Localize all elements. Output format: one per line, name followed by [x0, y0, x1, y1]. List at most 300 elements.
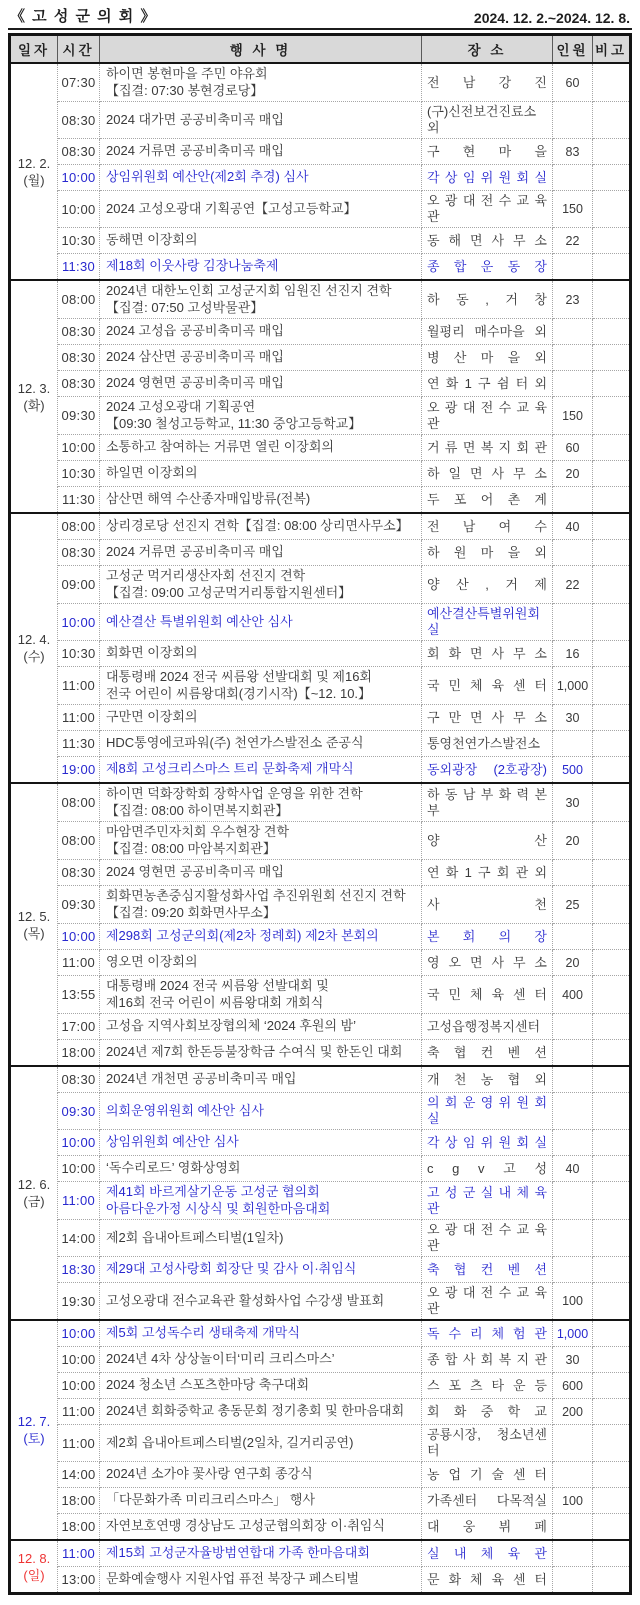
place-cell: 공룡시장, 청소년센터: [422, 1425, 553, 1462]
count-cell: [553, 1257, 593, 1283]
schedule-row: [10, 165, 631, 191]
schedule-row: [10, 461, 631, 487]
count-cell: [553, 1220, 593, 1257]
place-cell: 회 화 면 사 무 소: [422, 641, 553, 667]
event-cell: 회화면농촌중심지활성화사업 추진위원회 선진지 견학 【집결: 09:20 회화면사무소】: [100, 886, 422, 924]
schedule-row: [10, 604, 631, 641]
note-cell: [593, 63, 631, 102]
time-cell: 10:00: [58, 191, 100, 228]
schedule-row: [10, 397, 631, 435]
note-cell: [593, 461, 631, 487]
place-cell: 실 내 체 육 관: [422, 1540, 553, 1567]
note-cell: [593, 1283, 631, 1321]
place-cell: 국 민 체 육 센 터: [422, 976, 553, 1014]
note-cell: [593, 1347, 631, 1373]
time-cell: 08:00: [58, 513, 100, 540]
schedule-row: [10, 731, 631, 757]
event-cell: 상임위원회 예산안(제2회 추경) 심사: [100, 165, 422, 191]
note-cell: [593, 604, 631, 641]
event-cell: 대통령배 2024 전국 씨름왕 선발대회 및 제16회 전국 어린이 씨름왕대회 개회식: [100, 976, 422, 1014]
event-cell: 의회운영위원회 예산안 심사: [100, 1093, 422, 1130]
event-cell: 예산결산 특별위원회 예산안 심사: [100, 604, 422, 641]
table-header-row: [10, 35, 631, 64]
event-cell: 대통령배 2024 전국 씨름왕 선발대회 및 제16회 전국 어린이 씨름왕대회(경기시작)【~12. 10.】: [100, 667, 422, 705]
schedule-body: [10, 63, 631, 1594]
schedule-row: [10, 1425, 631, 1462]
schedule-row: [10, 783, 631, 822]
event-cell: 2024년 개천면 공공비축미곡 매입: [100, 1066, 422, 1093]
schedule-row: [10, 345, 631, 371]
event-cell: 2024 거류면 공공비축미곡 매입: [100, 540, 422, 566]
note-cell: [593, 540, 631, 566]
count-cell: 25: [553, 886, 593, 924]
time-cell: 11:30: [58, 254, 100, 281]
note-cell: [593, 280, 631, 319]
time-cell: 19:00: [58, 757, 100, 784]
note-cell: [593, 886, 631, 924]
note-cell: [593, 1567, 631, 1594]
schedule-row: [10, 705, 631, 731]
note-cell: [593, 1093, 631, 1130]
time-cell: 10:30: [58, 641, 100, 667]
place-cell: 동외광장 (2호광장): [422, 757, 553, 784]
count-cell: 20: [553, 950, 593, 976]
schedule-row: [10, 1040, 631, 1067]
note-cell: [593, 1488, 631, 1514]
date-range: 2024. 12. 2.~2024. 12. 8.: [473, 10, 630, 26]
count-cell: 22: [553, 228, 593, 254]
schedule-row: [10, 319, 631, 345]
schedule-row: [10, 860, 631, 886]
place-cell: 오 광 대 전 수 교 육 관: [422, 1220, 553, 1257]
event-cell: 2024년 대한노인회 고성군지회 임원진 선진지 견학 【집결: 07:50 고성박물관】: [100, 280, 422, 319]
time-cell: 08:30: [58, 139, 100, 165]
event-cell: 제2회 읍내아트페스티벌(1일차): [100, 1220, 422, 1257]
event-cell: 고성읍 지역사회보장협의체 ‘2024 후원의 밤’: [100, 1014, 422, 1040]
place-cell: 양 산: [422, 822, 553, 860]
note-cell: [593, 822, 631, 860]
time-cell: 08:30: [58, 1066, 100, 1093]
time-cell: 19:30: [58, 1283, 100, 1321]
time-cell: 10:00: [58, 604, 100, 641]
count-cell: 150: [553, 397, 593, 435]
event-cell: 마암면주민자치회 우수현장 견학 【집결: 08:00 마암복지회관】: [100, 822, 422, 860]
place-cell: 개 천 농 협 외: [422, 1066, 553, 1093]
date-cell: 12. 6. (금): [10, 1066, 58, 1320]
count-cell: [553, 731, 593, 757]
count-cell: 100: [553, 1488, 593, 1514]
note-cell: [593, 1373, 631, 1399]
schedule-row: [10, 1514, 631, 1541]
note-cell: [593, 1066, 631, 1093]
time-cell: 10:00: [58, 924, 100, 950]
place-cell: 가족센터 다목적실: [422, 1488, 553, 1514]
count-cell: 60: [553, 435, 593, 461]
time-cell: 08:00: [58, 280, 100, 319]
time-cell: 08:30: [58, 540, 100, 566]
event-cell: 상리경로당 선진지 견학【집결: 08:00 상리면사무소】: [100, 513, 422, 540]
time-cell: 10:00: [58, 435, 100, 461]
event-cell: 2024 거류면 공공비축미곡 매입: [100, 139, 422, 165]
count-cell: [553, 1182, 593, 1220]
count-cell: 60: [553, 63, 593, 102]
count-cell: [553, 1540, 593, 1567]
time-cell: 18:00: [58, 1488, 100, 1514]
date-cell: 12. 5. (목): [10, 783, 58, 1066]
event-cell: 회화면 이장회의: [100, 641, 422, 667]
schedule-row: [10, 1182, 631, 1220]
event-cell: 하이면 덕화장학회 장학사업 운영을 위한 견학 【집결: 08:00 하이면복지회관】: [100, 783, 422, 822]
count-cell: 20: [553, 822, 593, 860]
event-cell: 삼산면 해역 수산종자매입방류(전복): [100, 487, 422, 514]
schedule-row: [10, 1373, 631, 1399]
date-cell: 12. 7. (토): [10, 1320, 58, 1540]
time-cell: 08:30: [58, 345, 100, 371]
note-cell: [593, 1540, 631, 1567]
event-cell: 제18회 이웃사랑 김장나눔축제: [100, 254, 422, 281]
time-cell: 08:00: [58, 822, 100, 860]
count-cell: [553, 1040, 593, 1067]
place-cell: 각 상 임 위 원 회 실: [422, 165, 553, 191]
count-cell: 23: [553, 280, 593, 319]
date-cell: 12. 2. (월): [10, 63, 58, 280]
schedule-row: [10, 1320, 631, 1347]
place-cell: 하 동 남 부 화 력 본 부: [422, 783, 553, 822]
place-cell: 영 오 면 사 무 소: [422, 950, 553, 976]
place-cell: (구)신전보건진료소 외: [422, 102, 553, 139]
note-cell: [593, 705, 631, 731]
note-cell: [593, 1156, 631, 1182]
count-cell: [553, 102, 593, 139]
count-cell: 16: [553, 641, 593, 667]
place-cell: 오 광 대 전 수 교 육 관: [422, 397, 553, 435]
place-cell: 각 상 임 위 원 회 실: [422, 1130, 553, 1156]
event-cell: 2024 청소년 스포츠한마당 축구대회: [100, 1373, 422, 1399]
time-cell: 10:00: [58, 1373, 100, 1399]
event-cell: 2024 영현면 공공비축미곡 매입: [100, 860, 422, 886]
schedule-row: [10, 1488, 631, 1514]
note-cell: [593, 783, 631, 822]
time-cell: 11:00: [58, 705, 100, 731]
event-cell: 제298회 고성군의회(제2차 정례회) 제2차 본회의: [100, 924, 422, 950]
event-cell: 2024년 제7회 한돈등불장학금 수여식 및 한돈인 대회: [100, 1040, 422, 1067]
place-cell: 구 현 마 을: [422, 139, 553, 165]
count-cell: 22: [553, 566, 593, 604]
time-cell: 13:55: [58, 976, 100, 1014]
time-cell: 11:00: [58, 1182, 100, 1220]
event-cell: 2024 고성오광대 기획공연【고성고등학교】: [100, 191, 422, 228]
time-cell: 10:00: [58, 1320, 100, 1347]
title-bar: [8, 4, 632, 30]
note-cell: [593, 1514, 631, 1541]
time-cell: 11:00: [58, 1399, 100, 1425]
event-cell: 2024년 회화중학교 총동문회 정기총회 및 한마음대회: [100, 1399, 422, 1425]
count-cell: 400: [553, 976, 593, 1014]
count-cell: [553, 487, 593, 514]
column-header-note: 비고: [593, 35, 631, 64]
schedule-row: [10, 1066, 631, 1093]
schedule-row: [10, 667, 631, 705]
count-cell: [553, 1093, 593, 1130]
count-cell: 150: [553, 191, 593, 228]
count-cell: [553, 1066, 593, 1093]
note-cell: [593, 1257, 631, 1283]
column-header-place: 장 소: [422, 35, 553, 64]
time-cell: 09:00: [58, 566, 100, 604]
schedule-row: [10, 1567, 631, 1594]
event-cell: 제2회 읍내아트페스티벌(2일차, 길거리공연): [100, 1425, 422, 1462]
time-cell: 18:00: [58, 1514, 100, 1541]
note-cell: [593, 345, 631, 371]
time-cell: 11:00: [58, 1540, 100, 1567]
time-cell: 11:30: [58, 487, 100, 514]
event-cell: 제29대 고성사랑회 회장단 및 감사 이·취임식: [100, 1257, 422, 1283]
note-cell: [593, 435, 631, 461]
event-cell: 하이면 봉현마을 주민 야유회 【집결: 07:30 봉현경로당】: [100, 63, 422, 102]
count-cell: 30: [553, 1347, 593, 1373]
time-cell: 09:30: [58, 1093, 100, 1130]
time-cell: 11:30: [58, 731, 100, 757]
count-cell: 40: [553, 1156, 593, 1182]
note-cell: [593, 191, 631, 228]
event-cell: 문화예술행사 지원사업 퓨전 북장구 페스티벌: [100, 1567, 422, 1594]
time-cell: 09:30: [58, 397, 100, 435]
event-cell: 「다문화가족 미리크리스마스」 행사: [100, 1488, 422, 1514]
note-cell: [593, 950, 631, 976]
count-cell: 600: [553, 1373, 593, 1399]
schedule-row: [10, 139, 631, 165]
place-cell: 연 화 1 구 쉼 터 외: [422, 371, 553, 397]
schedule-row: [10, 540, 631, 566]
time-cell: 10:00: [58, 1130, 100, 1156]
event-cell: 2024년 소가야 꽃사랑 연구회 종강식: [100, 1462, 422, 1488]
event-cell: 자연보호연맹 경상남도 고성군협의회장 이·취임식: [100, 1514, 422, 1541]
note-cell: [593, 1320, 631, 1347]
place-cell: 고 성 군 실 내 체 육 관: [422, 1182, 553, 1220]
count-cell: 500: [553, 757, 593, 784]
place-cell: 하 원 마 을 외: [422, 540, 553, 566]
place-cell: 거 류 면 복 지 회 관: [422, 435, 553, 461]
schedule-row: [10, 280, 631, 319]
time-cell: 08:30: [58, 371, 100, 397]
schedule-row: [10, 1014, 631, 1040]
schedule-row: [10, 1540, 631, 1567]
column-header-event: 행 사 명: [100, 35, 422, 64]
time-cell: 14:00: [58, 1220, 100, 1257]
schedule-row: [10, 1347, 631, 1373]
schedule-row: [10, 1093, 631, 1130]
time-cell: 08:00: [58, 783, 100, 822]
note-cell: [593, 641, 631, 667]
schedule-row: [10, 1257, 631, 1283]
place-cell: 하 동 , 거 창: [422, 280, 553, 319]
schedule-row: [10, 924, 631, 950]
schedule-row: [10, 950, 631, 976]
note-cell: [593, 139, 631, 165]
date-cell: 12. 4. (수): [10, 513, 58, 783]
schedule-row: [10, 371, 631, 397]
event-cell: 2024 고성읍 공공비축미곡 매입: [100, 319, 422, 345]
time-cell: 14:00: [58, 1462, 100, 1488]
schedule-row: [10, 487, 631, 514]
event-cell: 동해면 이장회의: [100, 228, 422, 254]
count-cell: [553, 165, 593, 191]
count-cell: [553, 345, 593, 371]
note-cell: [593, 1014, 631, 1040]
schedule-row: [10, 757, 631, 784]
place-cell: 양 산 , 거 제: [422, 566, 553, 604]
count-cell: [553, 1130, 593, 1156]
note-cell: [593, 1425, 631, 1462]
schedule-row: [10, 1462, 631, 1488]
time-cell: 10:00: [58, 1347, 100, 1373]
note-cell: [593, 1399, 631, 1425]
place-cell: 하 일 면 사 무 소: [422, 461, 553, 487]
event-cell: 제15회 고성군자율방범연합대 가족 한마음대회: [100, 1540, 422, 1567]
note-cell: [593, 757, 631, 784]
schedule-row: [10, 886, 631, 924]
place-cell: 통영천연가스발전소: [422, 731, 553, 757]
place-cell: 스 포 츠 타 운 등: [422, 1373, 553, 1399]
count-cell: [553, 540, 593, 566]
count-cell: [553, 1425, 593, 1462]
count-cell: 20: [553, 461, 593, 487]
page-title: 《 고 성 군 의 회 》: [10, 8, 157, 25]
time-cell: 18:00: [58, 1040, 100, 1067]
note-cell: [593, 976, 631, 1014]
place-cell: 국 민 체 육 센 터: [422, 667, 553, 705]
note-cell: [593, 1130, 631, 1156]
schedule-row: [10, 976, 631, 1014]
schedule-row: [10, 191, 631, 228]
note-cell: [593, 1220, 631, 1257]
place-cell: 병 산 마 을 외: [422, 345, 553, 371]
place-cell: 회 화 중 학 교: [422, 1399, 553, 1425]
schedule-row: [10, 1220, 631, 1257]
event-cell: 제8회 고성크리스마스 트리 문화축제 개막식: [100, 757, 422, 784]
event-cell: 2024 삼산면 공공비축미곡 매입: [100, 345, 422, 371]
note-cell: [593, 860, 631, 886]
schedule-row: [10, 102, 631, 139]
note-cell: [593, 731, 631, 757]
event-cell: 고성오광대 전수교육관 활성화사업 수강생 발표회: [100, 1283, 422, 1321]
column-header-count: 인원: [553, 35, 593, 64]
count-cell: [553, 319, 593, 345]
place-cell: 축 협 컨 벤 션: [422, 1257, 553, 1283]
schedule-row: [10, 1130, 631, 1156]
time-cell: 08:30: [58, 102, 100, 139]
time-cell: 10:30: [58, 228, 100, 254]
time-cell: 10:30: [58, 461, 100, 487]
event-cell: 2024 고성오광대 기획공연 【09:30 철성고등학교, 11:30 중앙고등학교】: [100, 397, 422, 435]
note-cell: [593, 566, 631, 604]
place-cell: 축 협 컨 벤 션: [422, 1040, 553, 1067]
event-cell: 2024 영현면 공공비축미곡 매입: [100, 371, 422, 397]
place-cell: 오 광 대 전 수 교 육 관: [422, 191, 553, 228]
time-cell: 08:30: [58, 319, 100, 345]
time-cell: 10:00: [58, 1156, 100, 1182]
schedule-row: [10, 435, 631, 461]
place-cell: 고성읍행정복지센터: [422, 1014, 553, 1040]
event-cell: 하일면 이장회의: [100, 461, 422, 487]
note-cell: [593, 254, 631, 281]
note-cell: [593, 165, 631, 191]
column-header-time: 시간: [58, 35, 100, 64]
event-cell: 2024년 4차 상상놀이터‘미리 크리스마스’: [100, 1347, 422, 1373]
schedule-row: [10, 641, 631, 667]
schedule-row: [10, 254, 631, 281]
event-cell: HDC통영에코파워(주) 천연가스발전소 준공식: [100, 731, 422, 757]
place-cell: 오 광 대 전 수 교 육 관: [422, 1283, 553, 1321]
count-cell: [553, 1462, 593, 1488]
count-cell: 1,000: [553, 667, 593, 705]
time-cell: 17:00: [58, 1014, 100, 1040]
count-cell: 83: [553, 139, 593, 165]
column-header-date: 일자: [10, 35, 58, 64]
place-cell: 대 웅 뷔 페: [422, 1514, 553, 1541]
count-cell: 30: [553, 705, 593, 731]
note-cell: [593, 102, 631, 139]
event-cell: 제41회 바르게살기운동 고성군 협의회 아름다운가정 시상식 및 회원한마음대회: [100, 1182, 422, 1220]
count-cell: [553, 1567, 593, 1594]
time-cell: 09:30: [58, 886, 100, 924]
note-cell: [593, 1462, 631, 1488]
note-cell: [593, 319, 631, 345]
place-cell: 두 포 어 촌 계: [422, 487, 553, 514]
event-cell: ‘독수리로드’ 영화상영회: [100, 1156, 422, 1182]
schedule-table: [8, 33, 632, 1595]
place-cell: 동 해 면 사 무 소: [422, 228, 553, 254]
event-cell: 상임위원회 예산안 심사: [100, 1130, 422, 1156]
note-cell: [593, 924, 631, 950]
place-cell: 구 만 면 사 무 소: [422, 705, 553, 731]
event-cell: 영오면 이장회의: [100, 950, 422, 976]
event-cell: 구만면 이장회의: [100, 705, 422, 731]
time-cell: 13:00: [58, 1567, 100, 1594]
place-cell: 본 회 의 장: [422, 924, 553, 950]
time-cell: 18:30: [58, 1257, 100, 1283]
place-cell: 농 업 기 술 센 터: [422, 1462, 553, 1488]
count-cell: 1,000: [553, 1320, 593, 1347]
note-cell: [593, 513, 631, 540]
date-cell: 12. 3. (화): [10, 280, 58, 513]
note-cell: [593, 371, 631, 397]
count-cell: [553, 860, 593, 886]
place-cell: 문 화 체 육 센 터: [422, 1567, 553, 1594]
note-cell: [593, 397, 631, 435]
place-cell: 의 회 운 영 위 원 회 실: [422, 1093, 553, 1130]
count-cell: [553, 1514, 593, 1541]
count-cell: 100: [553, 1283, 593, 1321]
time-cell: 11:00: [58, 667, 100, 705]
time-cell: 10:00: [58, 165, 100, 191]
event-cell: 2024 대가면 공공비축미곡 매입: [100, 102, 422, 139]
place-cell: 연 화 1 구 회 관 외: [422, 860, 553, 886]
schedule-row: [10, 228, 631, 254]
count-cell: 200: [553, 1399, 593, 1425]
count-cell: [553, 254, 593, 281]
place-cell: 전 남 강 진: [422, 63, 553, 102]
place-cell: 사 천: [422, 886, 553, 924]
schedule-row: [10, 822, 631, 860]
event-cell: 소통하고 참여하는 거류면 열린 이장회의: [100, 435, 422, 461]
count-cell: 40: [553, 513, 593, 540]
place-cell: 종 합 사 회 복 지 관: [422, 1347, 553, 1373]
event-cell: 고성군 먹거리생산자회 선진지 견학 【집결: 09:00 고성군먹거리통합지원센터】: [100, 566, 422, 604]
count-cell: 30: [553, 783, 593, 822]
place-cell: 예산결산특별위원회실: [422, 604, 553, 641]
note-cell: [593, 487, 631, 514]
